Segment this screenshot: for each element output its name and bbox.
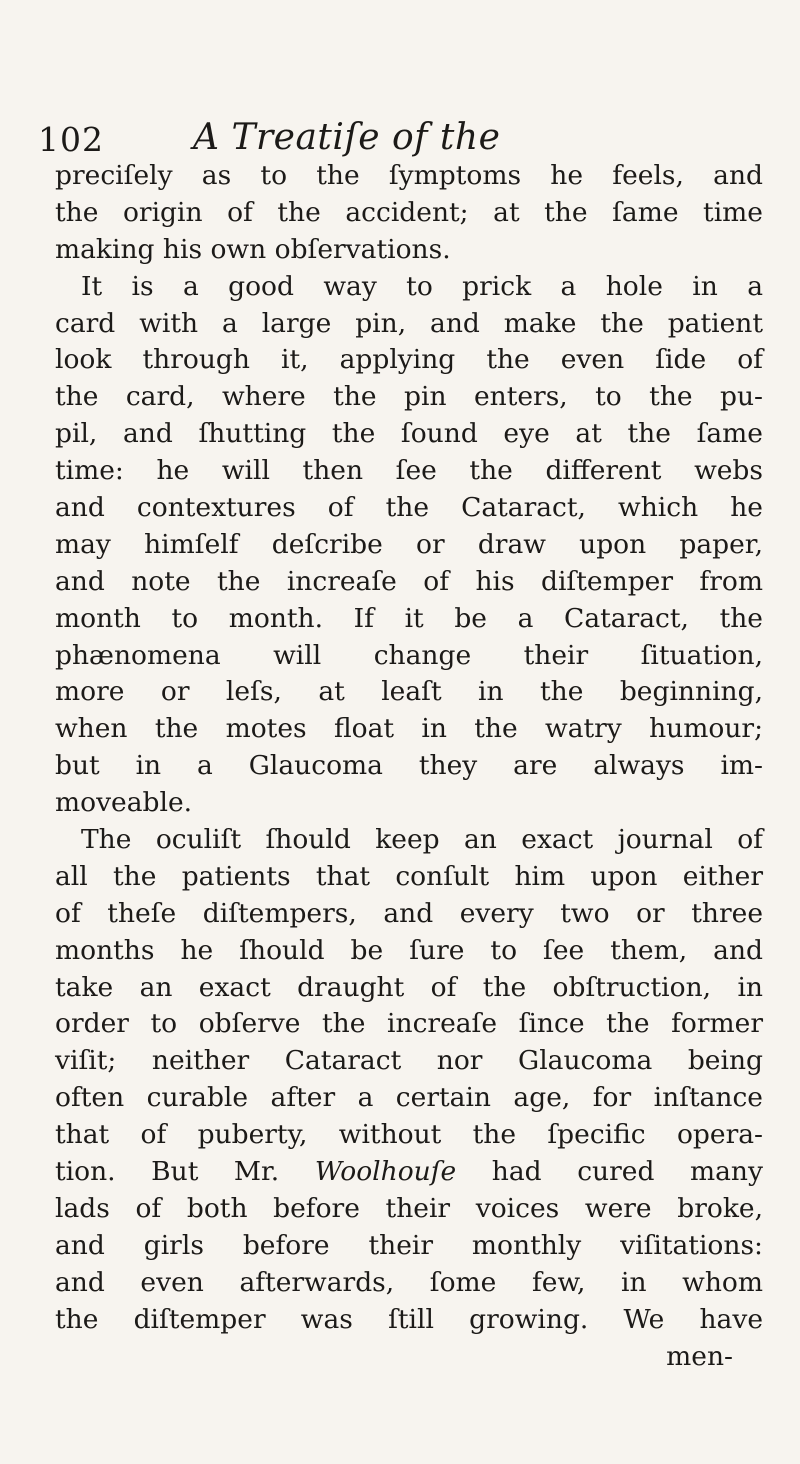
text-line: look through it, applying the even ſide of: [55, 344, 763, 376]
text-line: month to month. If it be a Cataract, the: [55, 602, 763, 634]
catchword: men-: [666, 1340, 733, 1372]
text-line: and even afterwards, ſome few, in whom: [55, 1266, 763, 1298]
text-line: viſit; neither Cataract nor Glaucoma being: [55, 1045, 763, 1077]
text-line: when the motes float in the watry humour;: [55, 713, 763, 745]
text-segment: had cured many: [491, 1156, 763, 1188]
text-line: preciſely as to the ſymptoms he feels, and: [55, 160, 763, 191]
page-number: 102: [38, 120, 104, 159]
text-line: take an exact draught of the obſtruction, in: [55, 971, 763, 1003]
text-line: months he ſhould be ſure to ſee them, and: [55, 934, 763, 966]
text-line: moveable.: [55, 787, 193, 819]
running-head: [38, 118, 758, 162]
text-line: pil, and ſhutting the ſound eye at the ſame: [55, 418, 763, 450]
text-line: the card, where the pin enters, to the pu-: [55, 381, 763, 413]
text-line: but in a Glaucoma they are always im-: [55, 750, 763, 782]
text-segment: tion. But Mr.: [55, 1156, 280, 1188]
italic-name: Woolhouſe: [314, 1156, 457, 1188]
text-line: the origin of the accident; at the ſame time: [55, 196, 763, 228]
text-line: making his own obſervations.: [55, 233, 451, 265]
text-line: It is a good way to prick a hole in a: [81, 270, 763, 302]
text-line: and contextures of the Cataract, which he: [55, 492, 763, 524]
text-line: order to obſerve the increaſe ſince the former: [55, 1008, 763, 1040]
running-title: A Treatiſe of the: [193, 117, 501, 158]
text-line: may himſelf deſcribe or draw upon paper,: [55, 528, 763, 560]
text-line: The oculiſt ſhould keep an exact journal of: [81, 824, 763, 856]
text-line: lads of both before their voices were broke,: [55, 1192, 763, 1224]
text-line: card with a large pin, and make the patient: [55, 307, 763, 339]
text-line: all the patients that conſult him upon either: [55, 860, 763, 892]
body-text: [55, 158, 763, 1375]
text-line: more or leſs, at leaſt in the beginning,: [55, 676, 763, 708]
text-line: the diſtemper was ſtill growing. We have: [55, 1303, 763, 1335]
text-line: [55, 1154, 763, 1191]
text-line: that of puberty, without the ſpecific opera-: [55, 1119, 763, 1151]
text-line: of theſe diſtempers, and every two or three: [55, 897, 763, 929]
text-line: and girls before their monthly viſitations:: [55, 1229, 763, 1261]
text-line: often curable after a certain age, for inſtance: [55, 1082, 763, 1114]
text-line: and note the increaſe of his diſtemper from: [55, 565, 763, 597]
text-line: time: he will then ſee the different webs: [55, 455, 763, 487]
text-line: phænomena will change their ſituation,: [55, 639, 763, 671]
